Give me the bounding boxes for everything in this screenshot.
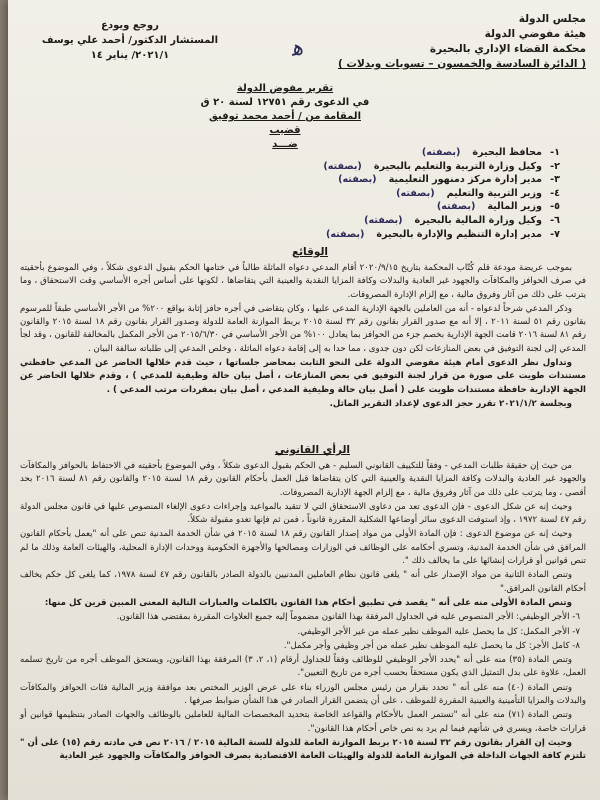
opinion-section: [20, 460, 586, 765]
header-council: مجلس الدولة: [518, 13, 586, 25]
review-date: ٢٠٢١/١/ يناير ١٤: [90, 50, 170, 61]
case-number: في الدعوى رقم ١٢٧٥١ لسنة ٢٠ ق: [200, 97, 370, 108]
defendant-item: ٤- وزير التربية والتعليم (بصفته): [396, 187, 560, 199]
header-court: محكمة القضاء الإداري بالبحيرة: [429, 43, 586, 55]
defendant-item: ١- محافظ البحيرة (بصفته): [421, 147, 560, 158]
defendant-item: ٣- مدير إدارة مركز دمنهور التعليمية (بصفته): [338, 174, 560, 186]
document-page: [8, 0, 600, 800]
defendant-item: ٦- وكيل وزارة المالية بالبحيرة (بصفته): [364, 214, 560, 226]
issuing-authority-header: [336, 12, 586, 72]
reviewer-name: المستشار الدكتور/ أحمد علي يوسف: [41, 35, 219, 46]
opinion-paragraph: وحيث إنه عن شكل الدعوى - فإن الدعوى تعد من دعاوى الاستحقاق التي لا تتقيد بالمواعيد وإجراءات دعوى الإلغاء المنصوص عليها في قانون مجلس الدولة رقم ٤٧ لسنة ١٩٧٢ ، وإذ استوفت الدعوى سائر أوضاعها الشكلية المقررة قانوناً ، فمن ثم فإنها تغدو مقبولة شكلاً.: [20, 501, 586, 526]
opinion-paragraph: وتنص المادة الأولى منه على أنه " يقصد في تطبيق أحكام هذا القانون بالكلمات والعبارات التالية المعنى المبين قرين كل منها:: [44, 597, 572, 608]
opinion-paragraph: وتنص المادة (٣٥) منه على أنه "يحدد الأجر الوظيفي للوظائف وفقاً للجداول أرقام (١، ٢، ٣) المرفقة بهذا القانون، ويستحق الموظف أجره من تاريخ تسلمه العمل، علاوة على بدل التمثيل الذي يكون مستحقاً بحسب أجره من تاريخ التعيين".: [20, 655, 586, 679]
definition-item: ٨- كامل الأجر: كل ما يحصل عليه الموظف نظير عمله من أجر وظيفي وأجر مكمل".: [283, 640, 580, 651]
facts-paragraph: وتداول نظر الدعوى أمام هيئة مفوضي الدولة على النحو الثابت بمحاضر جلساتها ، حيث قدم خلالها الحاضر عن المدعي حافظتي مستندات طويت على صورة من قرار لجنة التوفيق في بعض المنازعات ، أصل بيان حالة وظيفية للمدعي ) ، وقدم خلالها الحاضر عن الجهة الإدارية حافظة مستندات طويت على ( أصل بيان حالة وظيفية المدعي ، أصل بيان بمفردات مرتب المدعي ) .: [20, 358, 586, 395]
defendants-list: [240, 146, 560, 241]
review-stamp: [30, 18, 230, 63]
definition-item: ٧- الأجر المكمل: كل ما يحصل عليه الموظف نظير عمله من غير الأجر الوظيفي.: [297, 626, 580, 637]
defendant-item: ٥- وزير المالية (بصفته): [436, 201, 560, 213]
against-label: ضـــد: [272, 139, 298, 150]
opinion-paragraph: وحيث إنه عن موضوع الدعوى : فإن المادة الأولى من مواد إصدار القانون رقم ١٨ لسنة ٢٠١٥ في شأن الخدمة المدنية تنص على أنه "يعمل بأحكام القانون المرافق في شأن الخدمة المدنية، وتسري أحكامه على الوظائف في الوزارات ومصالحها والأجهزة الحكومية ووحدات الإدارة المحلية، والهيئات العامة وذلك ما لم تنص قوانين أو قرارات إنشائها على ما يخالف ذلك ".: [20, 529, 586, 567]
opinion-paragraph: وحيث إن القرار بقانون رقم ٣٢ لسنة ٢٠١٥ بربط الموازنة العامة للدولة للسنة المالية ٢٠١٥ / ٢٠١٦ نص في مادته رقم (١٥) على أن " تلتزم كافة الجهات الداخلة في الموازنة العامة للدولة والهيئات العامة الاقتصادية بصرف الحوافز والمكافآت والجهود غير العادية: [20, 737, 586, 762]
review-line: روجع ويودع: [101, 20, 159, 31]
plaintiff-name: المقامة من / أحمد محمد توفيق قضيب: [208, 111, 361, 136]
opinion-paragraph: وتنص المادة (٤٠) منه على أنه " تحدد بقرار من رئيس مجلس الوزراء بناء على عرض الوزير المختص بعد موافقة وزير المالية فئات الحوافز والمكافآت والبدلات والمزايا التأمينية والعينية المقررة للموظف ، على أن يتضمن القرار الصادر في هذا الشأن ضوابط صرفها .: [20, 682, 586, 707]
facts-section: [20, 262, 586, 412]
facts-paragraph: بموجب عريضة مودعة قلم كُتّاب المحكمة بتاريخ ٢٠٢٠/٩/١٥ أقام المدعي دعواه الماثلة طالباً في ختامها الحكم بقبول الدعوى شكلاً ، وفي الموضوع بأحقيته في صرف الحوافز والمكافآت والجهود غير العادية والبدلات وكافة المزايا النقدية والعينية التي يتقاضاها ، لكونها على أساس أجره الأساسي وقت الاستحقاق ، وما يترتب على ذلك من آثار وفروق مالية ، مع إلزام الإدارة المصروفات.: [20, 263, 586, 300]
defendant-item: ٢- وكيل وزارة التربية والتعليم بالبحيرة (بصفته): [323, 160, 560, 172]
opinion-paragraph: من حيث إن حقيقة طلبات المدعي - وفقاً للتكييف القانوني السليم - هي الحكم بقبول الدعوى شكلاً ، وفي الموضوع بأحقيته في الاحتفاظ بالحوافز والمكافآت والجهود غير العادية والبدلات وكافة المزايا النقدية والعينية التي كان يتقاضاها قبل العمل بأحكام القانون رقم ١٨ لسنة ٢٠١٥ والقانون رقم ٨١ لسنة ٢٠١٦ بحد أقصى ، وما يترتب على ذلك من آثار وفروق مالية ، مع إلزام الجهة الإدارية المصروفات.: [20, 461, 587, 498]
opinion-paragraph: وتنص المادة (٧١) منه على أنه "تستمر العمل بالأحكام والقواعد الخاصة بتحديد المخصصات المالية للعاملين بالوظائف والجهات الصادر بتنظيمها قوانين أو قرارات خاصة، ويسري في شأنهم فيما لم يرد به نص خاص أحكام هذا القانون".: [20, 710, 586, 734]
facts-heading: الوقائع: [291, 246, 328, 258]
defendant-item: ٧- مدير إدارة التنظيم والإدارة بالبحيرة (بصفته): [325, 228, 560, 240]
facts-paragraph: وذكر المدعي شرحاً لدعواه - أنه من العاملين بالجهة الإدارية المدعى عليها ، وكان يتقاضى في أجره حافز إثابة بواقع ٢٠٠% من الأجر الأساسي طبقاً للمرسوم بقانون رقم ٥١ لسنة ٢٠١١ ، إلا أنه مع صدور القرار بقانون رقم ٣٢ لسنة ٢٠١٥ بربط الموازنة العامة للدولة وصدور القرار بقانون رقم ١٨ لسنة ٢٠١٥ والقانون رقم ٨١ لسنة ٢٠١٦ قامت الجهة الإدارية بخصم جزء من الحوافز بما يعادل ١٠٠% من الأجر الأساسي في ٢٠١٥/٦/٣٠ من الأجر المكمل بالمخالفة للقانون ، وقد لجأ المدعي إلى لجنة التوفيق في بعض المنازعات لكن دون جدوى ، مما حدا به إلى إقامة دعواه الماثلة ، وخلص المدعي إلى طلباته سالفة البيان .: [20, 303, 587, 354]
definition-item: ٦- الأجر الوظيفي: الأجر المنصوص عليه في الجداول المرفقة بهذا القانون مضموماً إليه جميع العلاوات المقررة بمقتضى هذا القانون.: [116, 612, 580, 623]
report-title: تقرير مفوض الدولة: [236, 83, 334, 94]
report-title-block: [200, 82, 370, 152]
header-commissioners: هيئة مفوضي الدولة: [484, 28, 586, 40]
opinion-paragraph: وتنص المادة الثانية من مواد الإصدار على أنه " يلغى قانون نظام العاملين المدنيين بالدولة الصادر بالقانون رقم ٤٧ لسنة ١٩٧٨، كما يلغى كل حكم يخالف أحكام القانون المرافق.": [20, 570, 586, 594]
handwritten-mark: ﻫ‍: [288, 35, 305, 62]
header-circuit: ( الدائرة السادسة والخمسون – تسويات وبدلات ): [337, 58, 586, 70]
facts-paragraph: وبجلسة ٢٠٢١/١/٢ تقرر حجز الدعوى لإعداد التقرير الماثل.: [329, 398, 572, 409]
opinion-heading: الرأي القانوني: [274, 444, 350, 456]
